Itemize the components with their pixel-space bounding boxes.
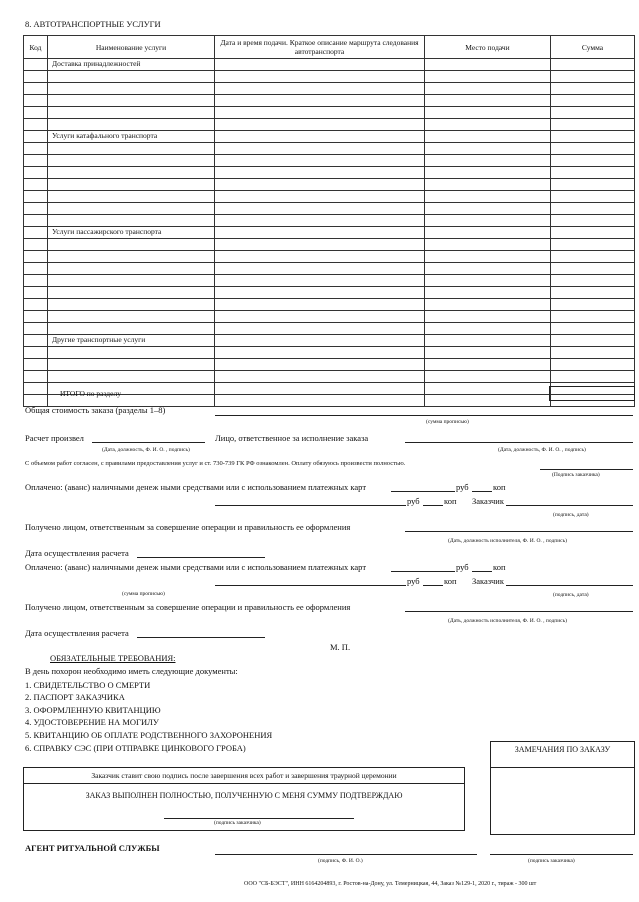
requirement-item: 1. СВИДЕТЕЛЬСТВО О СМЕРТИ: [25, 680, 151, 690]
table-cell[interactable]: [425, 239, 551, 251]
table-cell[interactable]: [425, 155, 551, 167]
confirm-box: [23, 767, 465, 831]
header-code: Код: [24, 36, 48, 59]
table-cell[interactable]: [48, 347, 215, 359]
table-cell[interactable]: [551, 311, 635, 323]
table-cell[interactable]: [24, 359, 48, 371]
table-cell[interactable]: [24, 311, 48, 323]
table-cell[interactable]: [551, 143, 635, 155]
table-cell[interactable]: [215, 119, 425, 131]
table-cell[interactable]: [48, 119, 215, 131]
agent-sign-hint: (подпись, Ф. И. О.): [318, 858, 363, 864]
table-cell[interactable]: [24, 167, 48, 179]
table-cell[interactable]: [425, 335, 551, 347]
section-row: [24, 59, 635, 71]
table-cell[interactable]: [215, 359, 425, 371]
table-header-row: [24, 36, 635, 59]
table-cell[interactable]: [551, 263, 635, 275]
customer-sign-hint: (Подпись заказчика): [552, 472, 600, 478]
table-cell[interactable]: [24, 275, 48, 287]
table-row: [24, 143, 635, 155]
requirement-item: 2. ПАСПОРТ ЗАКАЗЧИКА: [25, 692, 125, 702]
table-row: [24, 179, 635, 191]
table-cell[interactable]: [215, 335, 425, 347]
table-row: [24, 263, 635, 275]
sum-words-hint: (сумма прописью): [426, 419, 469, 425]
executor-field-2[interactable]: [405, 611, 633, 612]
table-cell[interactable]: [24, 227, 48, 239]
table-cell[interactable]: [24, 299, 48, 311]
table-cell[interactable]: [215, 263, 425, 275]
table-cell[interactable]: [48, 275, 215, 287]
table-cell[interactable]: [551, 347, 635, 359]
rub-label-2b: руб: [407, 576, 420, 586]
paid-amount-field-1[interactable]: [391, 491, 455, 492]
table-cell[interactable]: [24, 107, 48, 119]
requirement-item: 3. ОФОРМЛЕННУЮ КВИТАНЦИЮ: [25, 705, 161, 715]
table-row: [24, 215, 635, 227]
table-cell[interactable]: [24, 263, 48, 275]
table-cell[interactable]: [425, 323, 551, 335]
requirement-item: 4. УДОСТОВЕРЕНИЕ НА МОГИЛУ: [25, 717, 159, 727]
customer-label-1: Заказчик: [472, 496, 504, 506]
total-cost-label: Общая стоимость заказа (разделы 1–8): [25, 405, 166, 415]
table-cell[interactable]: [551, 167, 635, 179]
agreement-sign-field[interactable]: [540, 469, 633, 470]
table-cell[interactable]: [48, 107, 215, 119]
table-cell[interactable]: [551, 119, 635, 131]
table-cell[interactable]: [48, 311, 215, 323]
confirm-sign-hint: (подпись заказчика): [214, 820, 261, 826]
table-cell[interactable]: [215, 143, 425, 155]
table-cell[interactable]: [215, 203, 425, 215]
table-cell[interactable]: [215, 311, 425, 323]
table-row: [24, 167, 635, 179]
date-label-1: Дата осуществления расчета: [25, 548, 129, 558]
table-row: [24, 359, 635, 371]
table-cell[interactable]: [48, 323, 215, 335]
table-cell[interactable]: [215, 251, 425, 263]
table-cell[interactable]: [24, 155, 48, 167]
responsible-field[interactable]: [405, 442, 633, 443]
table-cell[interactable]: [215, 59, 425, 71]
date-field-2[interactable]: [137, 637, 265, 638]
table-cell[interactable]: [215, 215, 425, 227]
table-cell[interactable]: [215, 155, 425, 167]
table-cell[interactable]: [24, 215, 48, 227]
paid-kop-field-1b[interactable]: [423, 505, 443, 506]
kop-label-2b: коп: [444, 576, 457, 586]
agreement-text: С объемом работ согласен, с правилами предоставления услуг и ст. 730-739 ГК РФ ознакомлен. Оплату обязуюсь произвести полностью.: [25, 460, 406, 467]
table-cell[interactable]: [215, 227, 425, 239]
table-row: [24, 95, 635, 107]
table-cell[interactable]: [425, 119, 551, 131]
table-cell[interactable]: [425, 59, 551, 71]
table-cell[interactable]: [425, 299, 551, 311]
rub-label-1: руб: [456, 482, 469, 492]
table-cell[interactable]: [551, 191, 635, 203]
table-cell[interactable]: [551, 95, 635, 107]
table-row: [24, 119, 635, 131]
table-cell[interactable]: [215, 287, 425, 299]
header-place: Место подачи: [425, 36, 551, 59]
paid-kop-field-2b[interactable]: [423, 585, 443, 586]
table-cell[interactable]: [425, 275, 551, 287]
table-cell[interactable]: [425, 383, 551, 395]
table-cell[interactable]: [48, 83, 215, 95]
paid-label-2: Оплачено: (аванс) наличными денеж ными средствами или с использованием платежных карт: [25, 562, 367, 572]
header-service-name: Наименование услуги: [48, 36, 215, 59]
sum-words-hint-2: (сумма прописью): [122, 591, 165, 597]
table-cell[interactable]: [551, 335, 635, 347]
agent-sign-field[interactable]: [215, 854, 477, 855]
table-cell[interactable]: [425, 215, 551, 227]
table-cell[interactable]: [425, 71, 551, 83]
header-sum: Сумма: [551, 36, 635, 59]
table-cell[interactable]: [215, 95, 425, 107]
table-cell[interactable]: [425, 107, 551, 119]
table-cell[interactable]: [24, 83, 48, 95]
table-row: [24, 251, 635, 263]
table-cell[interactable]: [425, 347, 551, 359]
table-cell[interactable]: [551, 251, 635, 263]
table-cell[interactable]: [24, 383, 48, 395]
table-cell[interactable]: [425, 191, 551, 203]
table-row: [24, 71, 635, 83]
remarks-box[interactable]: [490, 741, 635, 835]
responsible-label: Лицо, ответственное за исполнение заказа: [215, 433, 369, 443]
stamp-place-label: М. П.: [330, 642, 351, 652]
total-cost-field[interactable]: [215, 415, 633, 416]
itogo-sum-cell[interactable]: [549, 386, 635, 401]
date-label-2: Дата осуществления расчета: [25, 628, 129, 638]
table-cell[interactable]: [551, 203, 635, 215]
paid-amount-field-2[interactable]: [391, 571, 455, 572]
customer-sign-field-2[interactable]: [506, 585, 633, 586]
table-cell[interactable]: [551, 83, 635, 95]
rub-label-1b: руб: [407, 496, 420, 506]
footer-text: ООО "СБ-БЭСТ", ИНН 6164204893, г. Ростов-на-Дону, ул. Темерницкая, 44, Заказ №129-1, 2020 г., тираж - 300 шт: [244, 881, 537, 887]
table-cell[interactable]: [24, 179, 48, 191]
table-cell[interactable]: [48, 359, 215, 371]
table-cell[interactable]: [551, 371, 635, 383]
table-cell[interactable]: [215, 383, 425, 395]
agent-label: АГЕНТ РИТУАЛЬНОЙ СЛУЖБЫ: [25, 843, 160, 853]
table-cell[interactable]: [48, 239, 215, 251]
table-cell[interactable]: [215, 71, 425, 83]
table-cell[interactable]: [24, 251, 48, 263]
table-row: [24, 239, 635, 251]
section-row: [24, 131, 635, 143]
remarks-title: ЗАМЕЧАНИЯ ПО ЗАКАЗУ: [491, 742, 634, 768]
table-cell[interactable]: [215, 239, 425, 251]
customer-sign-field-1[interactable]: [506, 505, 633, 506]
table-row: [24, 191, 635, 203]
table-cell[interactable]: [551, 107, 635, 119]
received-label-2: Получено лицом, ответственным за совершение операции и правильность ее оформления: [25, 602, 351, 612]
executor-field-1[interactable]: [405, 531, 633, 532]
table-cell[interactable]: [48, 191, 215, 203]
table-row: [24, 83, 635, 95]
table-row: [24, 371, 635, 383]
table-cell[interactable]: [24, 119, 48, 131]
table-cell[interactable]: [425, 83, 551, 95]
table-cell[interactable]: [551, 299, 635, 311]
table-cell[interactable]: [24, 335, 48, 347]
requirement-item: 6. СПРАВКУ СЭС (ПРИ ОТПРАВКЕ ЦИНКОВОГО ГРОБА): [25, 743, 246, 753]
table-row: [24, 287, 635, 299]
table-cell[interactable]: [425, 167, 551, 179]
table-cell[interactable]: [24, 59, 48, 71]
agent-customer-sign-field[interactable]: [490, 854, 633, 855]
table-cell[interactable]: [425, 311, 551, 323]
table-cell[interactable]: [215, 347, 425, 359]
rub-label-2: руб: [456, 562, 469, 572]
section-row: [24, 227, 635, 239]
table-cell[interactable]: [24, 131, 48, 143]
section-name: Другие транспортные услуги: [48, 335, 215, 347]
section-name: Услуги катафального транспорта: [48, 131, 215, 143]
requirements-intro: В день похорон необходимо иметь следующие документы:: [25, 666, 238, 676]
table-cell[interactable]: [48, 263, 215, 275]
table-cell[interactable]: [24, 323, 48, 335]
paid-kop-field-1[interactable]: [472, 491, 492, 492]
table-cell[interactable]: [551, 359, 635, 371]
table-cell[interactable]: [425, 143, 551, 155]
table-cell[interactable]: [24, 239, 48, 251]
requirement-item: 5. КВИТАНЦИЮ ОБ ОПЛАТЕ РОДСТВЕННОГО ЗАХОРОНЕНИЯ: [25, 730, 273, 740]
calc-by-field[interactable]: [92, 442, 205, 443]
table-cell[interactable]: [425, 287, 551, 299]
table-cell[interactable]: [24, 95, 48, 107]
table-cell[interactable]: [425, 263, 551, 275]
table-cell[interactable]: [425, 95, 551, 107]
table-cell[interactable]: [48, 371, 215, 383]
table-cell[interactable]: [24, 371, 48, 383]
table-row: [24, 323, 635, 335]
kop-label-1: коп: [493, 482, 506, 492]
services-table: [23, 35, 635, 407]
table-cell[interactable]: [215, 167, 425, 179]
paid-words-field-2[interactable]: [215, 585, 406, 586]
calc-by-hint: (Дата, должность, Ф. И. О. , подпись): [102, 447, 190, 453]
table-cell[interactable]: [48, 287, 215, 299]
table-cell[interactable]: [24, 287, 48, 299]
requirements-title: ОБЯЗАТЕЛЬНЫЕ ТРЕБОВАНИЯ:: [50, 653, 176, 663]
header-date-route: Дата и время подачи. Краткое описание маршрута следования автотранспорта: [215, 36, 425, 59]
customer-sign-hint-2: (подпись заказчика): [528, 858, 575, 864]
table-cell[interactable]: [551, 323, 635, 335]
table-cell[interactable]: [425, 203, 551, 215]
sign-date-hint-1: (подпись, дата): [553, 512, 589, 518]
paid-kop-field-2[interactable]: [472, 571, 492, 572]
table-cell[interactable]: [215, 107, 425, 119]
confirm-line1: Заказчик ставит свою подпись после завершения всех работ и завершения траурной церемонии: [24, 768, 464, 784]
paid-words-field-1[interactable]: [215, 505, 406, 506]
table-cell[interactable]: [551, 287, 635, 299]
table-cell[interactable]: [425, 359, 551, 371]
section-title: 8. АВТОТРАНСПОРТНЫЕ УСЛУГИ: [25, 19, 161, 29]
table-cell[interactable]: [215, 299, 425, 311]
table-cell[interactable]: [551, 227, 635, 239]
table-cell[interactable]: [425, 395, 551, 407]
table-row: [24, 299, 635, 311]
received-label-1: Получено лицом, ответственным за совершение операции и правильность ее оформления: [25, 522, 351, 532]
table-cell[interactable]: [425, 131, 551, 143]
table-cell[interactable]: [48, 251, 215, 263]
sign-date-hint-2: (подпись, дата): [553, 592, 589, 598]
table-cell[interactable]: [551, 215, 635, 227]
itogo-label: ИТОГО по разделу: [60, 389, 121, 398]
table-cell[interactable]: [425, 371, 551, 383]
executor-hint-1: (Дать, должность исполнителя, Ф. И. О. , подпись): [448, 538, 567, 544]
table-cell[interactable]: [551, 179, 635, 191]
table-cell[interactable]: [48, 155, 215, 167]
kop-label-1b: коп: [444, 496, 457, 506]
responsible-hint: (Дата, должность, Ф. И. О. , подпись): [498, 447, 586, 453]
table-cell[interactable]: [24, 71, 48, 83]
table-cell[interactable]: [551, 239, 635, 251]
section-name: Услуги пассажирского транспорта: [48, 227, 215, 239]
table-cell[interactable]: [48, 95, 215, 107]
table-cell[interactable]: [24, 143, 48, 155]
table-cell[interactable]: [551, 275, 635, 287]
table-cell[interactable]: [551, 131, 635, 143]
table-cell[interactable]: [215, 179, 425, 191]
calc-by-label: Расчет произвел: [25, 433, 84, 443]
table-cell[interactable]: [215, 371, 425, 383]
kop-label-2: коп: [493, 562, 506, 572]
table-cell[interactable]: [48, 203, 215, 215]
table-cell[interactable]: [425, 179, 551, 191]
table-cell[interactable]: [215, 191, 425, 203]
table-cell[interactable]: [425, 251, 551, 263]
table-cell[interactable]: [48, 71, 215, 83]
table-row: [24, 203, 635, 215]
table-cell[interactable]: [551, 59, 635, 71]
table-cell[interactable]: [425, 227, 551, 239]
customer-label-2: Заказчик: [472, 576, 504, 586]
executor-hint-2: (Дать, должность исполнителя, Ф. И. О. , подпись): [448, 618, 567, 624]
table-cell[interactable]: [215, 395, 425, 407]
table-cell[interactable]: [551, 155, 635, 167]
table-cell[interactable]: [215, 83, 425, 95]
confirm-sign-field[interactable]: [164, 818, 354, 819]
section-row: [24, 335, 635, 347]
confirm-line2: ЗАКАЗ ВЫПОЛНЕН ПОЛНОСТЬЮ, ПОЛУЧЕННУЮ С МЕНЯ СУММУ ПОДТВЕРЖДАЮ: [85, 791, 403, 800]
table-cell[interactable]: [48, 143, 215, 155]
table-cell[interactable]: [24, 203, 48, 215]
section-name: Доставка принадлежностей: [48, 59, 215, 71]
table-cell[interactable]: [215, 131, 425, 143]
table-row: [24, 155, 635, 167]
table-cell[interactable]: [48, 167, 215, 179]
table-row: [24, 107, 635, 119]
table-row: [24, 275, 635, 287]
table-cell[interactable]: [551, 71, 635, 83]
table-cell[interactable]: [215, 275, 425, 287]
table-row: [24, 347, 635, 359]
paid-label-1: Оплачено: (аванс) наличными денеж ными средствами или с использованием платежных карт: [25, 482, 367, 492]
table-cell[interactable]: [24, 347, 48, 359]
table-cell[interactable]: [215, 323, 425, 335]
table-cell[interactable]: [48, 215, 215, 227]
table-cell[interactable]: [24, 191, 48, 203]
table-cell[interactable]: [48, 179, 215, 191]
table-row: [24, 311, 635, 323]
table-cell[interactable]: [48, 299, 215, 311]
date-field-1[interactable]: [137, 557, 265, 558]
